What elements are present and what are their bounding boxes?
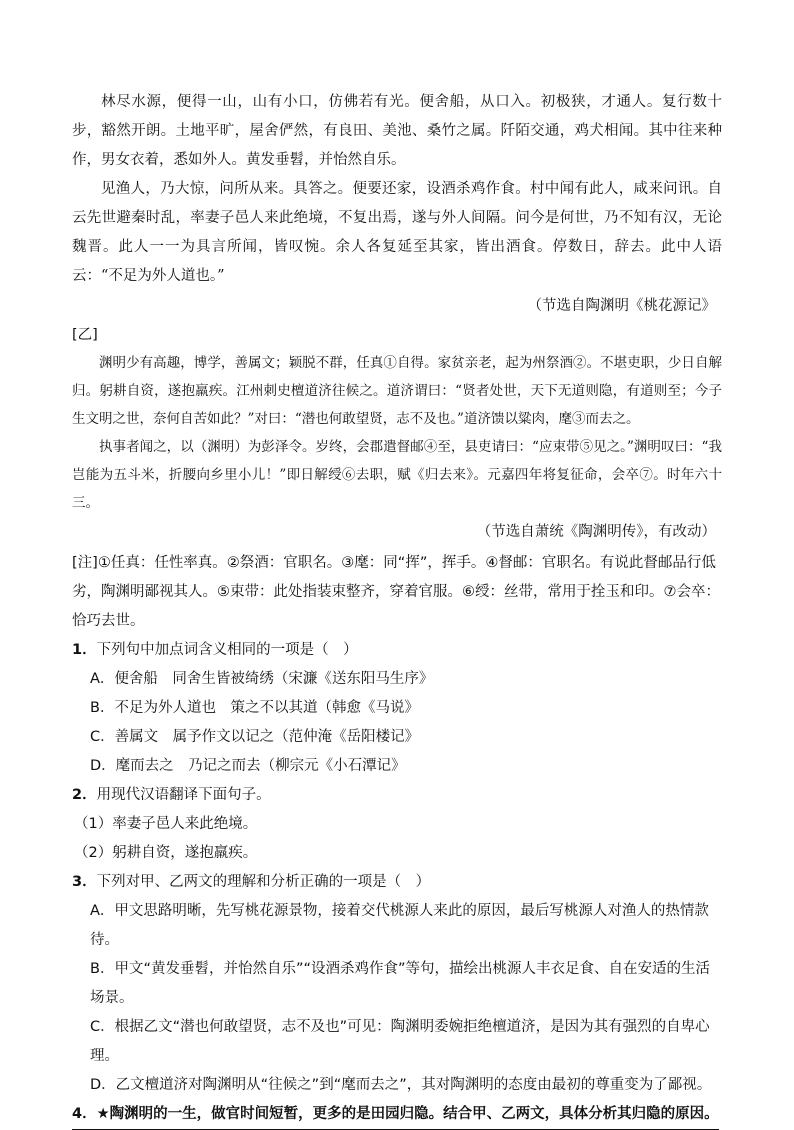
passage-jia-source: （节选自陶渊明《桃花源记》: [527, 298, 716, 314]
question-1-number: 1．: [72, 642, 97, 658]
question-1-option-c: C．善属文 属予作文以记之（范仲淹《岳阳楼记》: [90, 729, 420, 745]
passage-yi-tag: [乙]: [72, 327, 98, 343]
question-4-text: 4．★陶渊明的一生，做官时间短暂，更多的是田园归隐。结合甲、乙两文，具体分析其归隐的原因。: [72, 1100, 719, 1130]
passage-yi-source: （节选自萧统《陶渊明传》，有改动）: [476, 524, 716, 540]
question-2-sub-1: （1）率妻子邑人来此绝境。: [74, 816, 258, 832]
question-2: [72, 781, 722, 868]
passage-yi: [72, 321, 722, 547]
passage-jia: [72, 88, 722, 321]
passage-jia-paragraph-1: 林尽水源，便得一山，山有小口，仿佛若有光。便舍船，从口入。初极狭，才通人。复行数十步，豁然开朗。土地平旷，屋舍俨然，有良田、美池、桑竹之属。阡陌交通，鸡犬相闻。其中往来种作，男女衣着，悉如外人。黄发垂髫，并怡然自乐。: [72, 94, 722, 168]
question-3-option-b: B．甲文“黄发垂髫，并怡然自乐”“设酒杀鸡作食”等句，描绘出桃源人丰衣足食、自在安适的生活场景。: [90, 961, 710, 1006]
passage-jia-paragraph-2: 见渔人，乃大惊，问所从来。具答之。便要还家，设酒杀鸡作食。村中闻有此人，咸来问讯。自云先世避秦时乱，率妻子邑人来此绝境，不复出焉，遂与外人间隔。问今是何世，乃不知有汉，无论魏晋。此人一一为具言所闻，皆叹惋。余人各复延至其家，皆出酒食。停数日，辞去。此中人语云：“不足为外人道也。”: [72, 181, 722, 284]
question-2-sub-2: （2）躬耕自资，遂抱羸疾。: [74, 845, 258, 861]
question-1-stem: 下列句中加点词含义相同的一项是（ ）: [96, 642, 358, 658]
question-3-number: 3．: [72, 874, 97, 890]
passage-yi-paragraph-2: 执事者闻之，以（渊明）为彭泽令。岁终，会郡遣督邮④至，县吏请曰：“应束带⑤见之。”渊明叹曰：“我岂能为五斗米，折腰向乡里小儿！”即日解绶⑥去职，赋《归去来》。元嘉四年将复征命，会卒⑦。时年六十三。: [72, 439, 722, 511]
question-3-option-d: D．乙文檀道济对陶渊明从“往候之”到“麾而去之”，其对陶渊明的态度由最初的尊重变为了鄙视。: [90, 1077, 712, 1093]
question-2-stem: 用现代汉语翻译下面句子。: [96, 787, 271, 803]
question-3: [72, 868, 722, 1100]
question-1: [72, 636, 722, 781]
question-1-option-b: B．不足为外人道也 策之不以其道（韩愈《马说》: [90, 700, 419, 716]
question-3-option-c: C．根据乙文“潜也何敢望贤，志不及也”可见：陶渊明委婉拒绝檀道济，是因为其有强烈的自卑心理。: [90, 1019, 710, 1064]
question-3-stem: 下列对甲、乙两文的理解和分析正确的一项是（ ）: [96, 874, 431, 890]
passage-yi-paragraph-1: 渊明少有高趣，博学，善属文；颖脱不群，任真①自得。家贫亲老，起为州祭酒②。不堪吏职，少日自解归。躬耕自资，遂抱羸疾。江州刺史檀道济往候之。道济谓曰：“贤者处世，天下无道则隐，有道则至；今子生文明之世，奈何自苦如此？”对曰：“潜也何敢望贤，志不及也。”道济馈以粱肉，麾③而去之。: [72, 355, 722, 427]
question-4: [72, 1100, 722, 1130]
question-1-option-a: A．便舍船 同舍生皆被绮绣（宋濂《送东阳马生序》: [90, 671, 434, 687]
question-3-option-a: A．甲文思路明晰，先写桃花源景物，接着交代桃源人来此的原因，最后写桃源人对渔人的热情款待。: [90, 903, 709, 948]
annotation-notes: [注]①任真：任性率真。②祭酒：官职名。③麾：同“挥”，挥手。④督邮：官职名。有说此督邮品行低劣，陶渊明鄙视其人。⑤束带：此处指装束整齐，穿着官服。⑥绶：丝带，常用于拴玉和印。⑦会卒：恰巧去世。: [72, 555, 720, 629]
question-1-option-d: D．麾而去之 乃记之而去（柳宗元《小石潭记》: [90, 758, 406, 774]
question-2-number: 2．: [72, 787, 97, 803]
